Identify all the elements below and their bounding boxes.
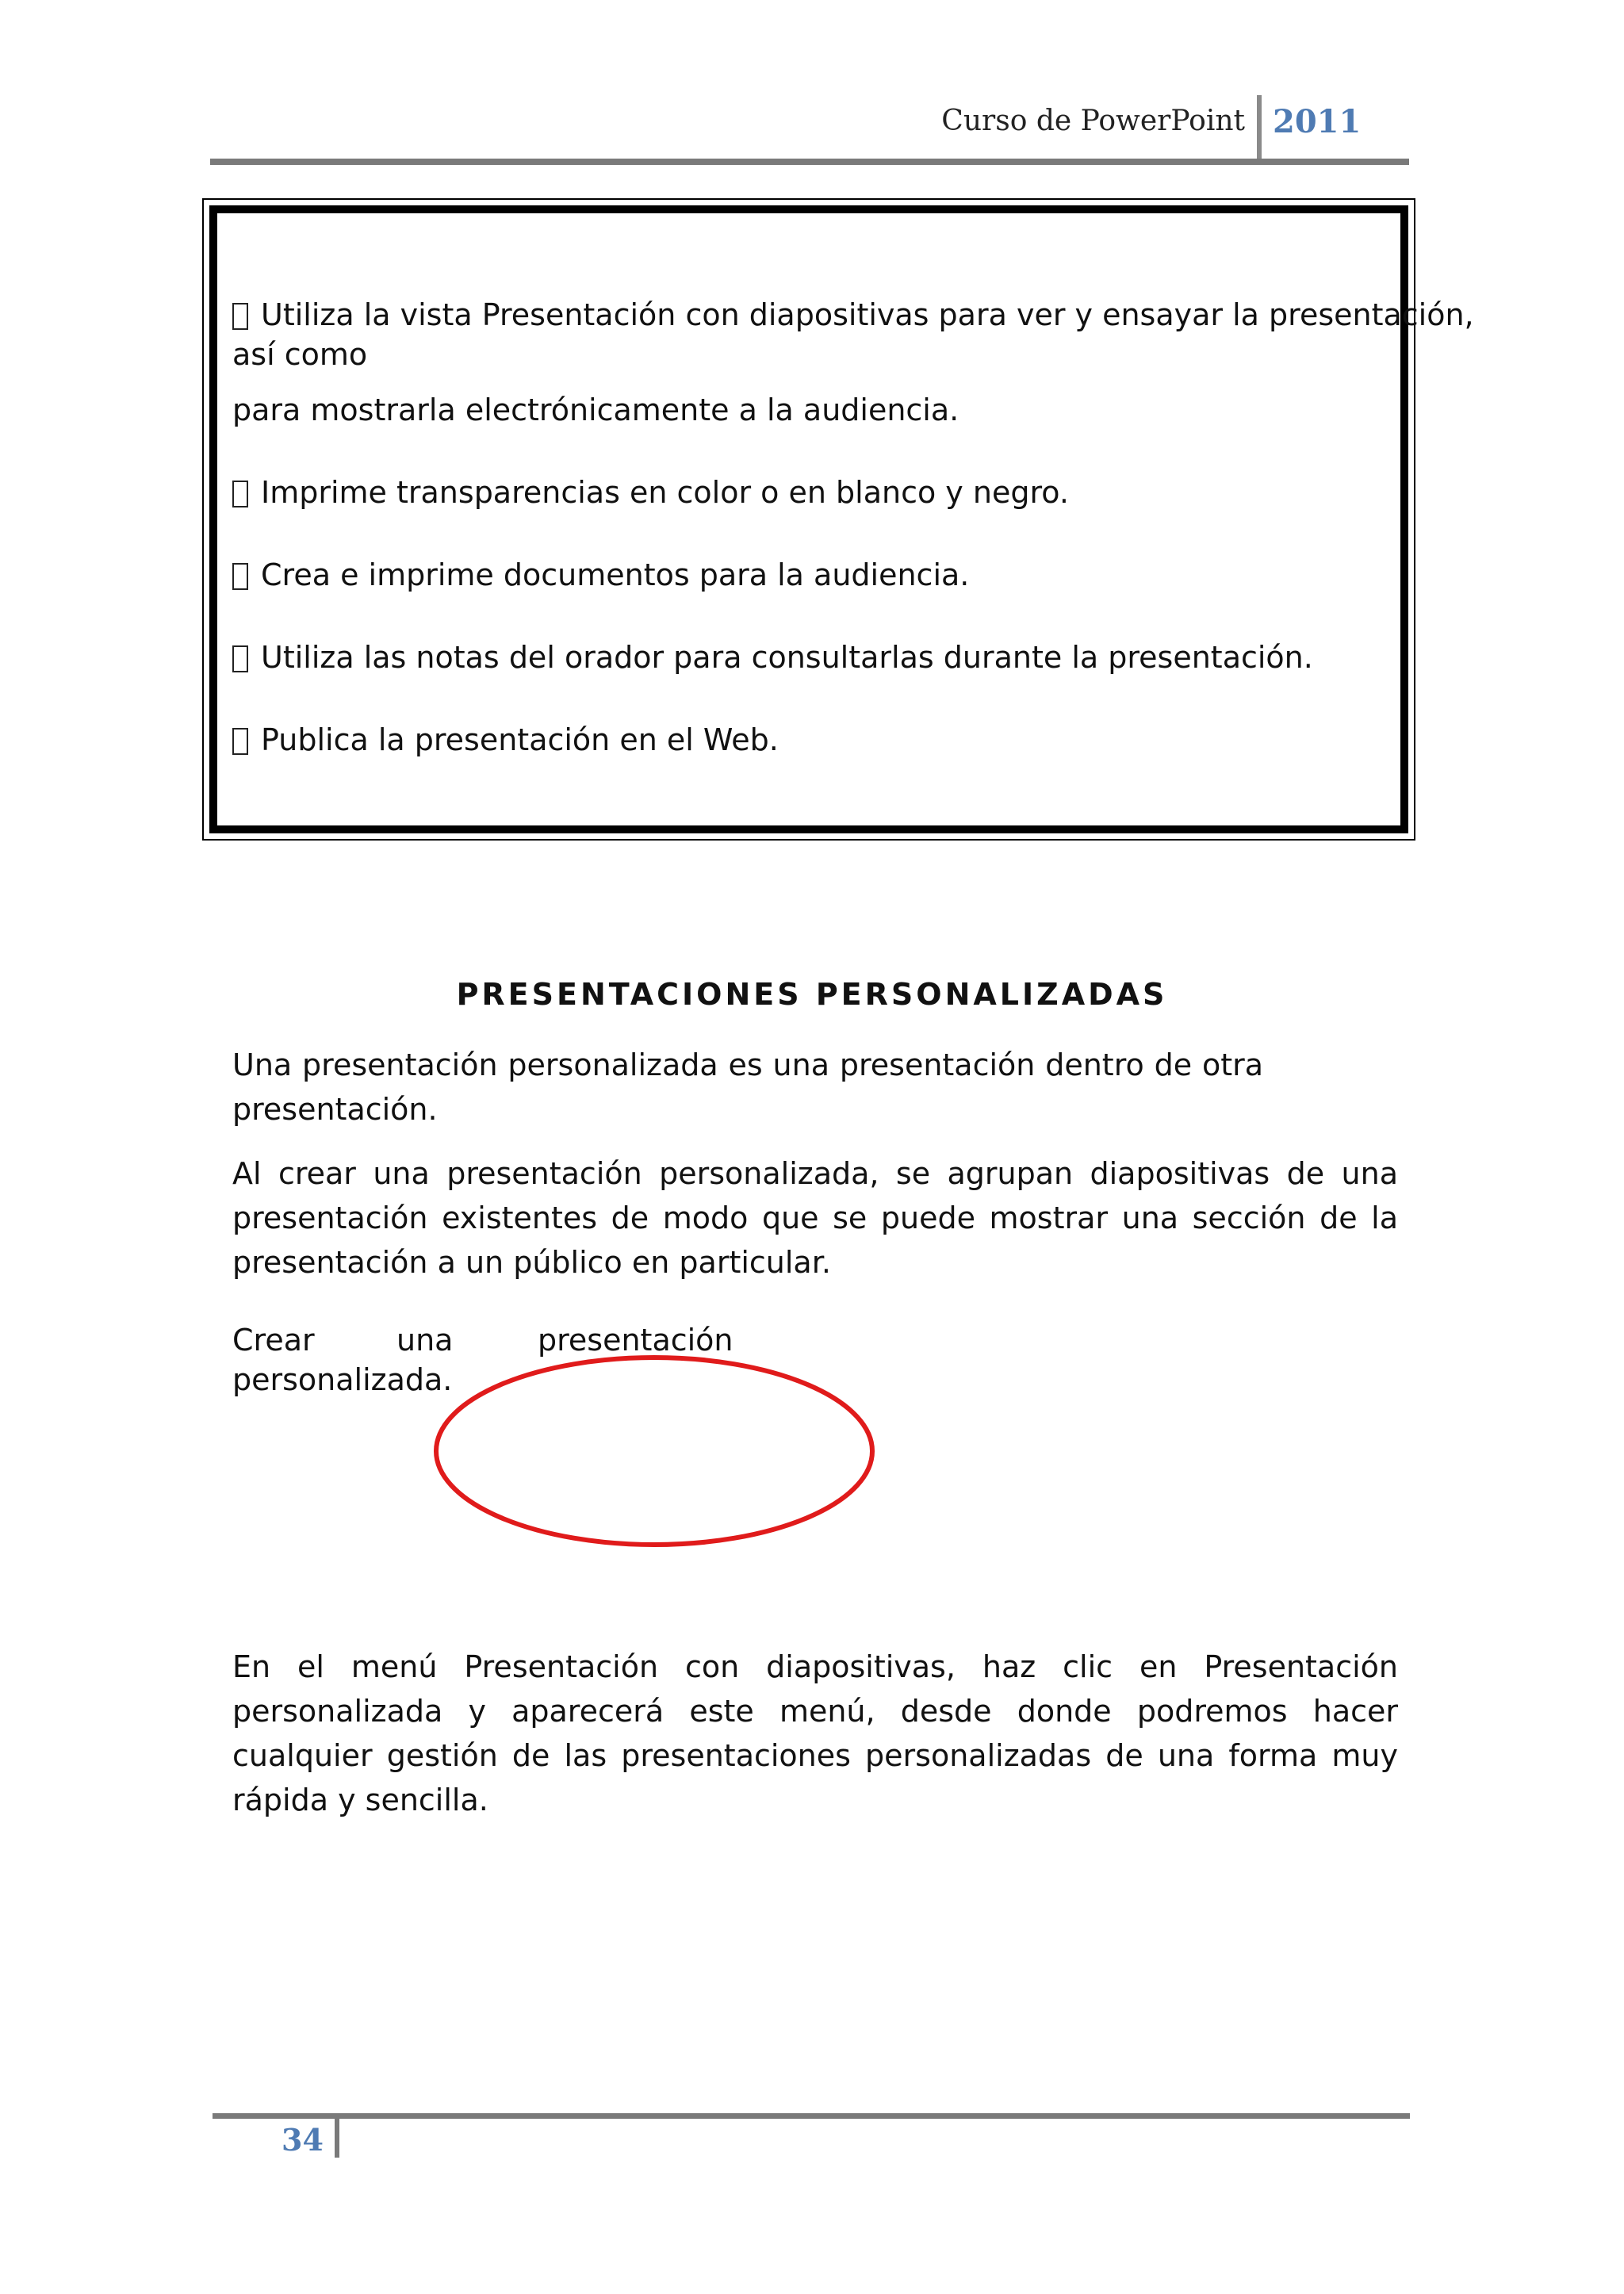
paragraph-definition: Una presentación personalizada es una presentación dentro de otra presentación. [232, 1047, 1263, 1127]
create-word-2: una [396, 1323, 454, 1358]
bullet-box-icon [232, 481, 248, 507]
red-highlight-ellipse [428, 1348, 880, 1554]
feature-item-1-line1: Utiliza la vista Presentación con diapositivas para ver y ensayar la presentación, [261, 297, 1474, 332]
bullet-box-icon [232, 303, 248, 330]
bullet-box-icon [232, 563, 248, 590]
feature-item-1-continuation: para mostrarla electrónicamente a la audiencia. [232, 393, 959, 427]
page-number: 34 [282, 2122, 324, 2158]
feature-item-1-line2: así como [232, 337, 368, 372]
section-heading: PRESENTACIONES PERSONALIZADAS [456, 977, 1168, 1012]
paragraph-menu-instructions: En el menú Presentación con diapositivas, haz clic en Presentación personalizada y aparecerá este menú, desde donde podremos hacer cualquier gestión de las presentaciones personalizadas de una forma muy rápida y sencilla. [232, 1649, 1398, 1817]
feature-item-3: Crea e imprime documentos para la audiencia. [232, 555, 1398, 595]
feature-item-2: Imprime transparencias en color o en blanco y negro. [232, 473, 1398, 512]
bullet-box-icon [232, 728, 248, 755]
create-word-3: presentación [538, 1323, 733, 1358]
running-header-year: 2011 [1273, 103, 1362, 140]
feature-item-5: Publica la presentación en el Web. [232, 720, 1398, 760]
feature-item-4: Utiliza las notas del orador para consultarlas durante la presentación. [232, 638, 1398, 677]
create-word-4: personalizada. [232, 1362, 453, 1397]
footer-separator [335, 2113, 339, 2158]
header-rule [210, 159, 1409, 165]
paragraph-description: Al crear una presentación personalizada, se agrupan diapositivas de una presentación existentes de modo que se puede mostrar una sección de la presentación a un público en particular. [232, 1156, 1398, 1280]
feature-item-1 [232, 295, 1474, 374]
header-separator [1257, 95, 1262, 165]
footer-rule [213, 2113, 1410, 2119]
bullet-box-icon [232, 645, 248, 672]
running-header-title: Curso de PowerPoint [941, 105, 1245, 137]
create-word-1: Crear [232, 1323, 315, 1358]
